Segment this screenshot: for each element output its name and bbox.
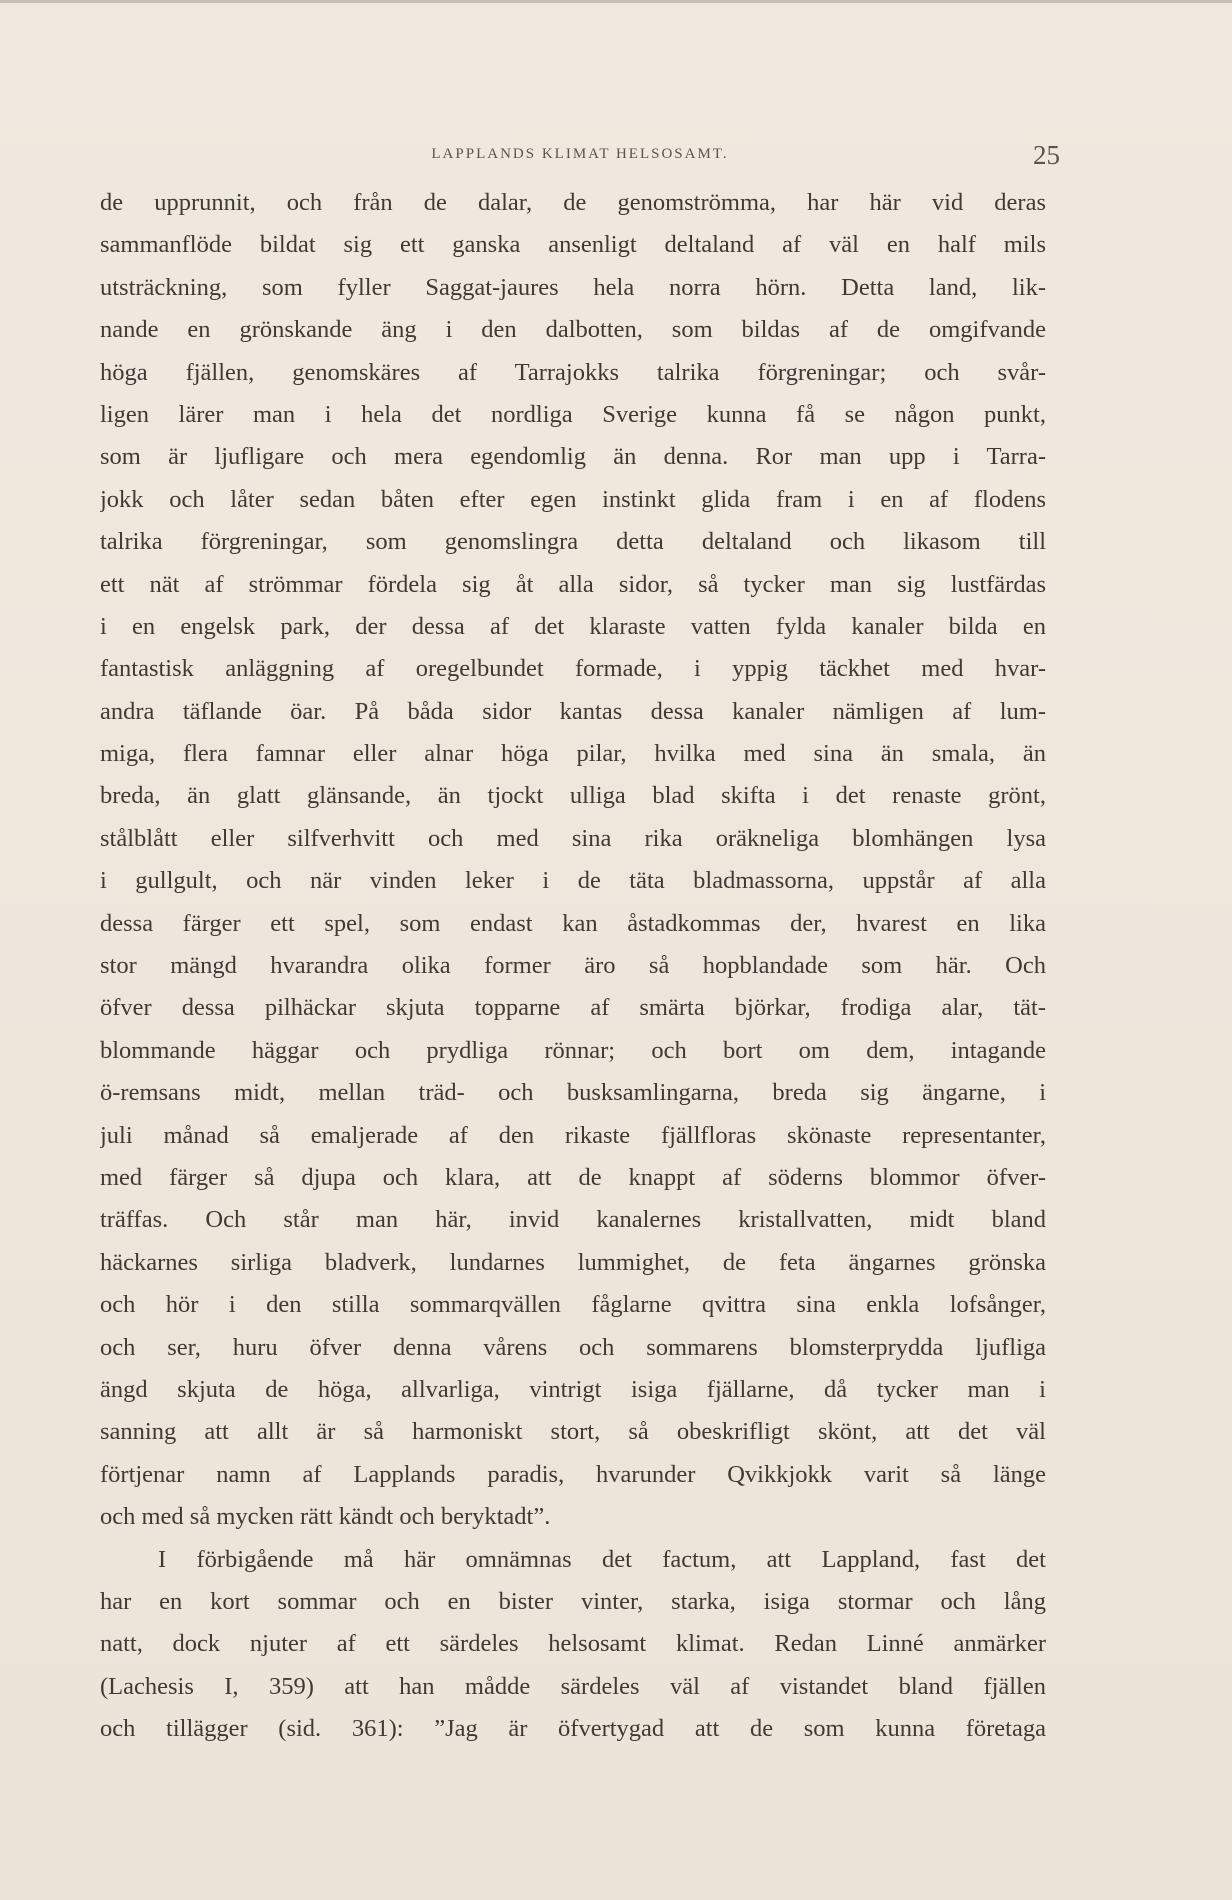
paragraph-end-line: och med så mycken rätt kändt och beryktadt”. bbox=[100, 1503, 551, 1531]
text-line: och ser, huru öfver denna vårens och sommarens blomsterprydda ljufliga bbox=[100, 1333, 1046, 1361]
text-line: de upprunnit, och från de dalar, de genomströmma, har här vid deras bbox=[100, 189, 1046, 216]
text-line: blommande häggar och prydliga rönnar; och bort om dem, intagande bbox=[100, 1036, 1046, 1064]
text-line: andra täflande öar. På båda sidor kantas dessa kanaler nämligen af lum- bbox=[100, 697, 1046, 725]
text-line: stor mängd hvarandra olika former äro så hopblandade som här. Och bbox=[100, 952, 1046, 980]
text-line: juli månad så emaljerade af den rikaste fjällfloras skönaste representanter, bbox=[100, 1121, 1046, 1149]
text-line: utsträckning, som fyller Saggat-jaures hela norra hörn. Detta land, lik- bbox=[100, 273, 1046, 301]
text-line: träffas. Och står man här, invid kanalernes kristallvatten, midt bland bbox=[100, 1206, 1046, 1234]
text-line: och tillägger (sid. 361): ”Jag är öfvertygad att de som kunna företaga bbox=[100, 1715, 1046, 1743]
page-top-edge bbox=[0, 0, 1232, 3]
text-line: fantastisk anläggning af oregelbundet formade, i yppig täckhet med hvar- bbox=[100, 655, 1046, 683]
text-line: med färger så djupa och klara, att de knappt af söderns blommor öfver- bbox=[100, 1163, 1046, 1191]
body-text bbox=[100, 182, 1046, 1750]
text-line: har en kort sommar och en bister vinter, starka, isiga stormar och lång bbox=[100, 1587, 1046, 1615]
page-number: 25 bbox=[1033, 140, 1060, 170]
text-line: nande en grönskande äng i den dalbotten, som bildas af de omgifvande bbox=[100, 316, 1046, 344]
text-line: ö-remsans midt, mellan träd- och busksamlingarna, breda sig ängarne, i bbox=[100, 1079, 1046, 1107]
text-line: öfver dessa pilhäckar skjuta topparne af smärta björkar, frodiga alar, tät- bbox=[100, 994, 1046, 1022]
text-line: ängd skjuta de höga, allvarliga, vintrigt isiga fjällarne, då tycker man i bbox=[100, 1375, 1046, 1403]
text-line: och hör i den stilla sommarqvällen fåglarne qvittra sina enkla lofsånger, bbox=[100, 1291, 1046, 1319]
text-line: häckarnes sirliga bladverk, lundarnes lummighet, de feta ängarnes grönska bbox=[100, 1248, 1046, 1276]
text-line: breda, än glatt glänsande, än tjockt ulliga blad skifta i det renaste grönt, bbox=[100, 782, 1046, 810]
text-line: i en engelsk park, der dessa af det klaraste vatten fylda kanaler bilda en bbox=[100, 612, 1046, 640]
text-line: i gullgult, och när vinden leker i de täta bladmassorna, uppstår af alla bbox=[100, 867, 1046, 895]
text-line: som är ljufligare och mera egendomlig än denna. Ror man upp i Tarra- bbox=[100, 443, 1046, 471]
running-head bbox=[100, 142, 1060, 170]
text-line: (Lachesis I, 359) att han mådde särdeles väl af vistandet bland fjällen bbox=[100, 1672, 1046, 1700]
text-line: talrika förgreningar, som genomslingra detta deltaland och likasom till bbox=[100, 528, 1046, 556]
text-line: höga fjällen, genomskäres af Tarrajokks talrika förgreningar; och svår- bbox=[100, 358, 1046, 386]
text-line: natt, dock njuter af ett särdeles helsosamt klimat. Redan Linné anmärker bbox=[100, 1630, 1046, 1658]
text-line: förtjenar namn af Lapplands paradis, hvarunder Qvikkjokk varit så länge bbox=[100, 1460, 1046, 1488]
text-line: sammanflöde bildat sig ett ganska ansenligt deltaland af väl en half mils bbox=[100, 231, 1046, 259]
text-line: stålblått eller silfverhvitt och med sina rika oräkneliga blomhängen lysa bbox=[100, 824, 1046, 852]
text-line: sanning att allt är så harmoniskt stort, så obeskrifligt skönt, att det väl bbox=[100, 1418, 1046, 1446]
text-line: jokk och låter sedan båten efter egen instinkt glida fram i en af flodens bbox=[100, 485, 1046, 513]
text-line: miga, flera famnar eller alnar höga pilar, hvilka med sina än smala, än bbox=[100, 740, 1046, 768]
text-line: ligen lärer man i hela det nordliga Sverige kunna få se någon punkt, bbox=[100, 400, 1046, 428]
running-head-title: LAPPLANDS KLIMAT HELSOSAMT. bbox=[431, 146, 729, 162]
paragraph-start-line: I förbigående må här omnämnas det factum, att Lappland, fast det bbox=[158, 1545, 1046, 1573]
text-line: dessa färger ett spel, som endast kan åstadkommas der, hvarest en lika bbox=[100, 909, 1046, 937]
text-line: ett nät af strömmar fördela sig åt alla sidor, så tycker man sig lustfärdas bbox=[100, 570, 1046, 598]
